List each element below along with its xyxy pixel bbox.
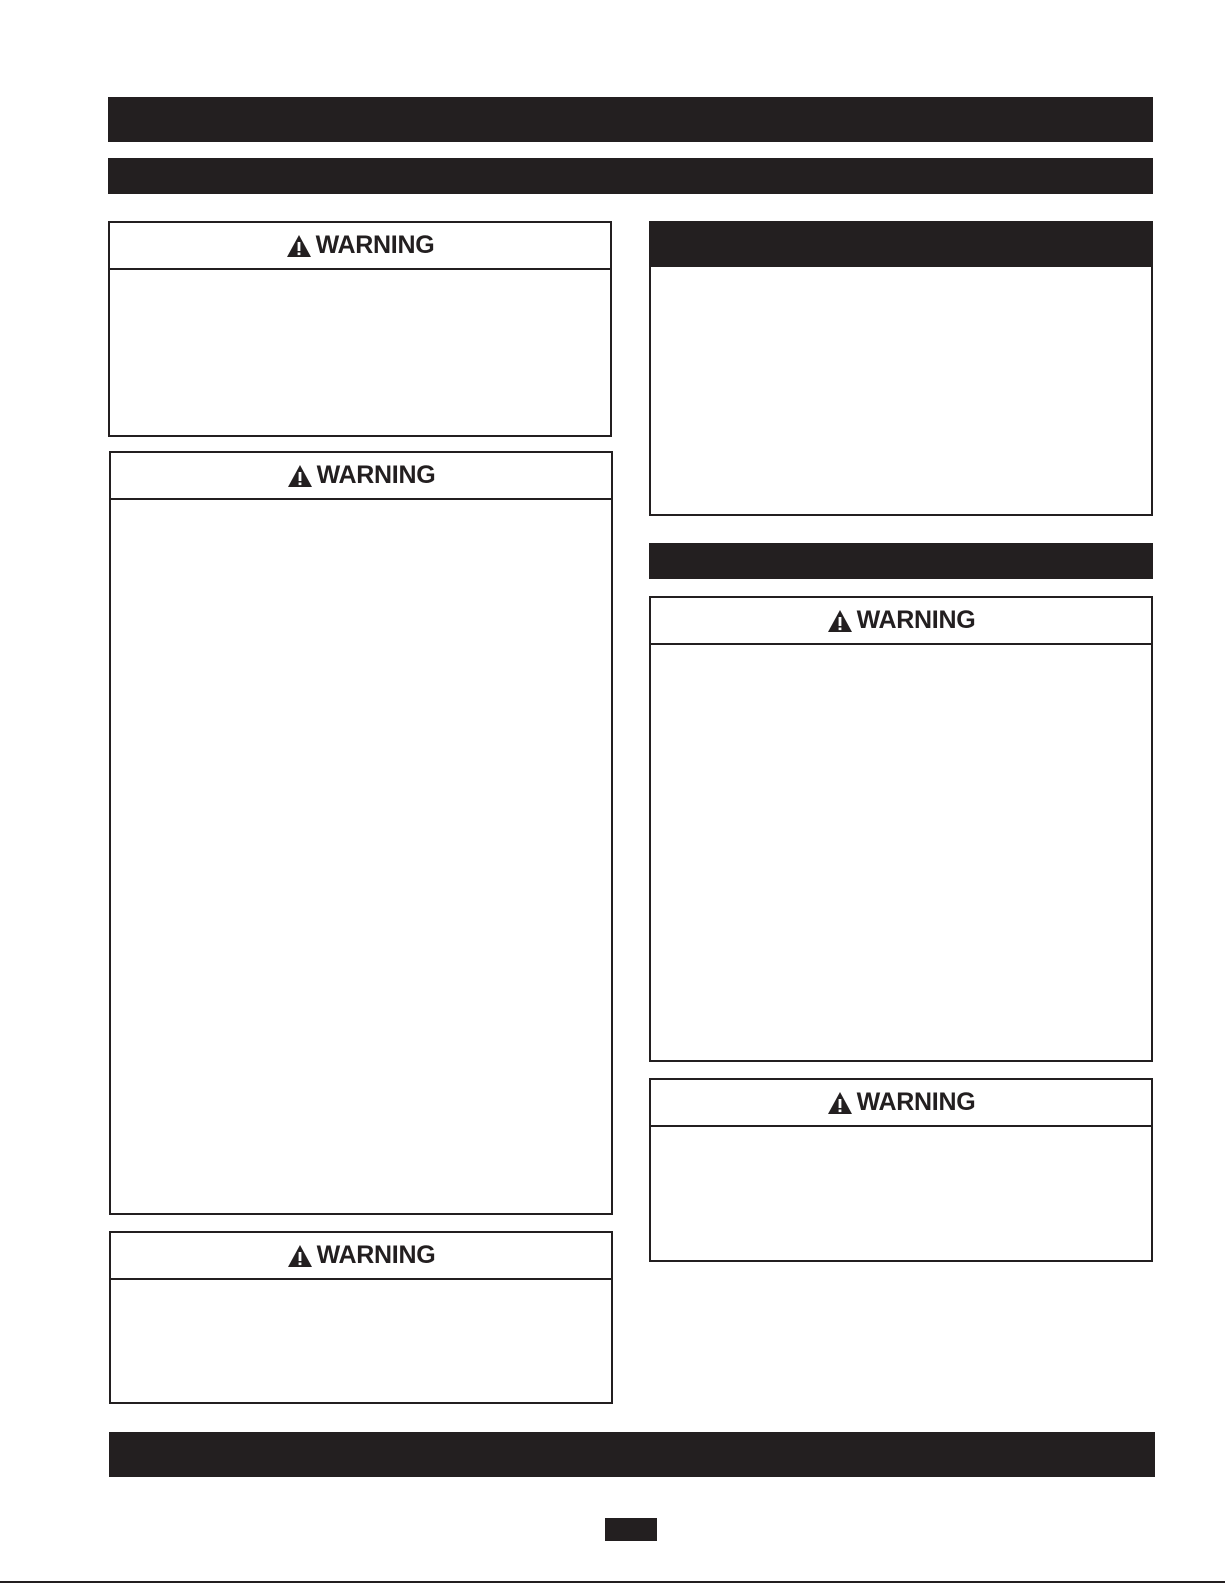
warning-triangle-icon: [827, 1091, 853, 1115]
bottom-rule: [0, 1581, 1225, 1583]
right-section-header-bar: [649, 543, 1153, 579]
warning-label: WARNING: [856, 1088, 976, 1116]
warning-box-4: [649, 596, 1153, 1062]
warning-box-5: [649, 1078, 1153, 1262]
warning-header: [651, 598, 1151, 645]
warning-triangle-icon: [286, 234, 312, 258]
warning-triangle-icon: [827, 609, 853, 633]
warning-label: WARNING: [316, 461, 436, 489]
warning-box-3: [109, 1231, 613, 1404]
warning-header: [110, 223, 610, 270]
section-header-bar: [108, 158, 1153, 194]
warning-header: [111, 1233, 611, 1280]
warning-box-1: [108, 221, 612, 437]
warning-label: WARNING: [315, 231, 435, 259]
page-number-box: [605, 1518, 657, 1541]
page-header-bar: [108, 97, 1153, 142]
dark-box-header: [651, 223, 1151, 267]
warning-triangle-icon: [287, 1244, 313, 1268]
warning-triangle-icon: [287, 464, 313, 488]
warning-label: WARNING: [316, 1241, 436, 1269]
warning-box-2: [109, 451, 613, 1215]
page-footer-bar: [109, 1432, 1155, 1477]
warning-header: [651, 1080, 1151, 1127]
warning-label: WARNING: [856, 606, 976, 634]
warning-header: [111, 453, 611, 500]
dark-header-box: [649, 221, 1153, 516]
